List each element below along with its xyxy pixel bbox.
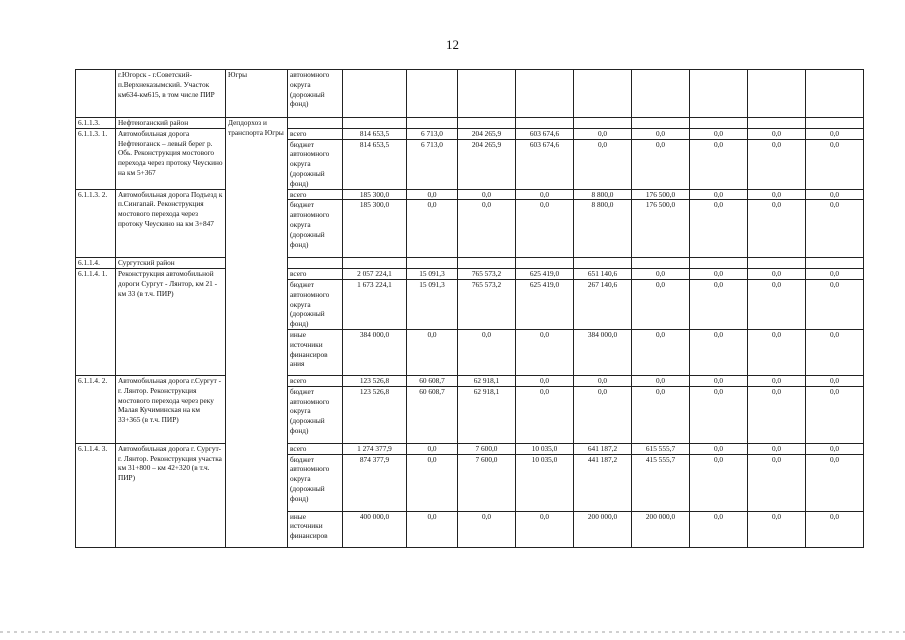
value-cell: 0,0: [690, 279, 748, 329]
row-source: всего: [288, 443, 343, 454]
value-cell: 0,0: [806, 386, 864, 443]
table-row: [76, 269, 864, 280]
value-cell: 0,0: [458, 329, 516, 375]
value-cell: 0,0: [632, 386, 690, 443]
row-code: [76, 70, 116, 118]
value-cell: 0,0: [748, 139, 806, 189]
value-cell: 60 608,7: [407, 375, 458, 386]
value-cell: 874 377,9: [343, 454, 407, 511]
value-cell: 814 653,5: [343, 128, 407, 139]
row-name: Сургутский район: [116, 258, 226, 269]
row-name: Автомобильная дорога г.Сургут - г. Лянтор. Реконструкция мостового перехода через реку Малая Кучиминская на км 33+365 (в т.ч. ПИР): [116, 375, 226, 443]
value-cell: 0,0: [516, 511, 574, 547]
value-cell: 0,0: [690, 189, 748, 200]
value-cell: 625 419,0: [516, 279, 574, 329]
row-code: 6.1.1.4. 2.: [76, 375, 116, 443]
value-cell: 0,0: [748, 386, 806, 443]
value-cell: 0,0: [748, 128, 806, 139]
value-cell: 0,0: [458, 189, 516, 200]
value-cell: 0,0: [690, 443, 748, 454]
value-cell: 0,0: [574, 139, 632, 189]
value-cell: 8 800,0: [574, 200, 632, 258]
value-cell: [806, 70, 864, 118]
value-cell: 15 091,3: [407, 269, 458, 280]
row-source: бюджет автономного округа (дорожный фонд): [288, 200, 343, 258]
value-cell: 0,0: [748, 200, 806, 258]
value-cell: 8 800,0: [574, 189, 632, 200]
table-row: [76, 70, 864, 118]
value-cell: 0,0: [574, 375, 632, 386]
value-cell: 0,0: [748, 375, 806, 386]
value-cell: 7 600,0: [458, 454, 516, 511]
value-cell: [458, 70, 516, 118]
value-cell: 651 140,6: [574, 269, 632, 280]
row-source: бюджет автономного округа (дорожный фонд): [288, 139, 343, 189]
value-cell: 0,0: [806, 329, 864, 375]
value-cell: 0,0: [690, 200, 748, 258]
value-cell: 204 265,9: [458, 128, 516, 139]
value-cell: 384 000,0: [574, 329, 632, 375]
value-cell: 0,0: [632, 128, 690, 139]
value-cell: 0,0: [632, 279, 690, 329]
row-source: всего: [288, 128, 343, 139]
row-source: всего: [288, 189, 343, 200]
value-cell: 0,0: [690, 375, 748, 386]
value-cell: 765 573,2: [458, 269, 516, 280]
value-cell: [632, 70, 690, 118]
value-cell: 0,0: [407, 200, 458, 258]
value-cell: 0,0: [806, 189, 864, 200]
value-cell: 0,0: [690, 269, 748, 280]
value-cell: 814 653,5: [343, 139, 407, 189]
value-cell: 0,0: [632, 329, 690, 375]
value-cell: 200 000,0: [632, 511, 690, 547]
value-cell: 400 000,0: [343, 511, 407, 547]
value-cell: 0,0: [516, 386, 574, 443]
row-name: Автомобильная дорога г. Сургут-г. Лянтор. Реконструкция участка км 31+800 – км 42+320 (в т.ч. ПИР): [116, 443, 226, 547]
value-cell: 0,0: [407, 511, 458, 547]
row-name: Автомобильная дорога Нефтеюганск – левый берег р. Обь. Реконструкция мостового перехода через протоку Чеускино на км 5+367: [116, 128, 226, 189]
value-cell: 0,0: [806, 139, 864, 189]
value-cell: 0,0: [516, 375, 574, 386]
value-cell: 0,0: [574, 386, 632, 443]
row-code: 6.1.1.4. 3.: [76, 443, 116, 547]
value-cell: 0,0: [748, 454, 806, 511]
value-cell: 0,0: [632, 375, 690, 386]
value-cell: 615 555,7: [632, 443, 690, 454]
value-cell: 185 300,0: [343, 200, 407, 258]
table-row: [76, 443, 864, 454]
page-number: 12: [446, 37, 459, 52]
value-cell: 641 187,2: [574, 443, 632, 454]
value-cell: 0,0: [748, 511, 806, 547]
value-cell: 384 000,0: [343, 329, 407, 375]
value-cell: 0,0: [806, 454, 864, 511]
value-cell: 0,0: [748, 269, 806, 280]
value-cell: 0,0: [748, 443, 806, 454]
value-cell: 0,0: [690, 329, 748, 375]
value-cell: 625 419,0: [516, 269, 574, 280]
value-cell: 603 674,6: [516, 128, 574, 139]
value-cell: 0,0: [690, 128, 748, 139]
value-cell: 0,0: [806, 279, 864, 329]
value-cell: 0,0: [407, 443, 458, 454]
value-cell: 0,0: [806, 511, 864, 547]
value-cell: 176 500,0: [632, 189, 690, 200]
row-code: 6.1.1.4. 1.: [76, 269, 116, 376]
value-cell: 415 555,7: [632, 454, 690, 511]
value-cell: 204 265,9: [458, 139, 516, 189]
value-cell: 0,0: [407, 329, 458, 375]
row-name: г.Югорск - г.Советский-п.Верхнеказымский. Участок км634-км615, в том числе ПИР: [116, 70, 226, 118]
value-cell: 15 091,3: [407, 279, 458, 329]
value-cell: 0,0: [516, 189, 574, 200]
value-cell: 176 500,0: [632, 200, 690, 258]
value-cell: 0,0: [690, 454, 748, 511]
value-cell: 200 000,0: [574, 511, 632, 547]
value-cell: 1 673 224,1: [343, 279, 407, 329]
value-cell: 6 713,0: [407, 128, 458, 139]
table-row: [76, 128, 864, 139]
value-cell: 0,0: [806, 443, 864, 454]
value-cell: 441 187,2: [574, 454, 632, 511]
value-cell: 0,0: [407, 454, 458, 511]
value-cell: 10 035,0: [516, 454, 574, 511]
value-cell: 0,0: [407, 189, 458, 200]
value-cell: 0,0: [806, 128, 864, 139]
value-cell: 0,0: [690, 386, 748, 443]
row-source: всего: [288, 375, 343, 386]
row-source: бюджет автономного округа (дорожный фонд): [288, 279, 343, 329]
value-cell: [516, 70, 574, 118]
value-cell: 6 713,0: [407, 139, 458, 189]
row-code: 6.1.1.3. 2.: [76, 189, 116, 258]
value-cell: 0,0: [458, 200, 516, 258]
value-cell: 0,0: [690, 511, 748, 547]
row-source: бюджет автономного округа (дорожный фонд): [288, 386, 343, 443]
value-cell: 0,0: [516, 329, 574, 375]
scan-edge-artifact: [0, 631, 905, 633]
row-source: иные источники финансиров ания: [288, 329, 343, 375]
table-row: [76, 375, 864, 386]
value-cell: 0,0: [690, 139, 748, 189]
value-cell: 0,0: [748, 189, 806, 200]
value-cell: 0,0: [632, 269, 690, 280]
value-cell: 0,0: [458, 511, 516, 547]
value-cell: 1 274 377,9: [343, 443, 407, 454]
value-cell: 0,0: [632, 139, 690, 189]
table-row: [76, 189, 864, 200]
value-cell: 0,0: [748, 329, 806, 375]
value-cell: [574, 70, 632, 118]
value-cell: 603 674,6: [516, 139, 574, 189]
value-cell: 0,0: [574, 128, 632, 139]
value-cell: 0,0: [806, 200, 864, 258]
table-row: [76, 258, 864, 269]
row-source: иные источники финансиров: [288, 511, 343, 547]
value-cell: 62 918,1: [458, 375, 516, 386]
value-cell: 7 600,0: [458, 443, 516, 454]
value-cell: 185 300,0: [343, 189, 407, 200]
value-cell: 267 140,6: [574, 279, 632, 329]
value-cell: 0,0: [806, 269, 864, 280]
value-cell: 0,0: [516, 200, 574, 258]
executor-cell: Депдорхоз и транспорта Югры: [226, 118, 288, 548]
row-name: Автомобильная дорога Подъезд к п.Сингапай. Реконструкция мостового перехода через протоку Чеускино на км 3+847: [116, 189, 226, 258]
value-cell: [407, 70, 458, 118]
value-cell: 10 035,0: [516, 443, 574, 454]
row-code: 6.1.1.3. 1.: [76, 128, 116, 189]
table-row: [76, 118, 864, 129]
row-source: автономного округа (дорожный фонд): [288, 70, 343, 118]
value-cell: 0,0: [806, 375, 864, 386]
value-cell: [748, 70, 806, 118]
row-name: Нефтеюганский район: [116, 118, 226, 129]
row-code: 6.1.1.4.: [76, 258, 116, 269]
value-cell: [690, 70, 748, 118]
value-cell: [343, 70, 407, 118]
row-source: бюджет автономного округа (дорожный фонд): [288, 454, 343, 511]
value-cell: 123 526,8: [343, 375, 407, 386]
budget-table: [75, 69, 864, 548]
value-cell: 765 573,2: [458, 279, 516, 329]
row-name: Реконструкция автомобильной дороги Сургут - Лянтор, км 21 - км 33 (в т.ч. ПИР): [116, 269, 226, 376]
executor-top: Югры: [226, 70, 288, 118]
value-cell: 2 057 224,1: [343, 269, 407, 280]
value-cell: 60 608,7: [407, 386, 458, 443]
row-source: всего: [288, 269, 343, 280]
row-code: 6.1.1.3.: [76, 118, 116, 129]
value-cell: 0,0: [748, 279, 806, 329]
value-cell: 62 918,1: [458, 386, 516, 443]
value-cell: 123 526,8: [343, 386, 407, 443]
